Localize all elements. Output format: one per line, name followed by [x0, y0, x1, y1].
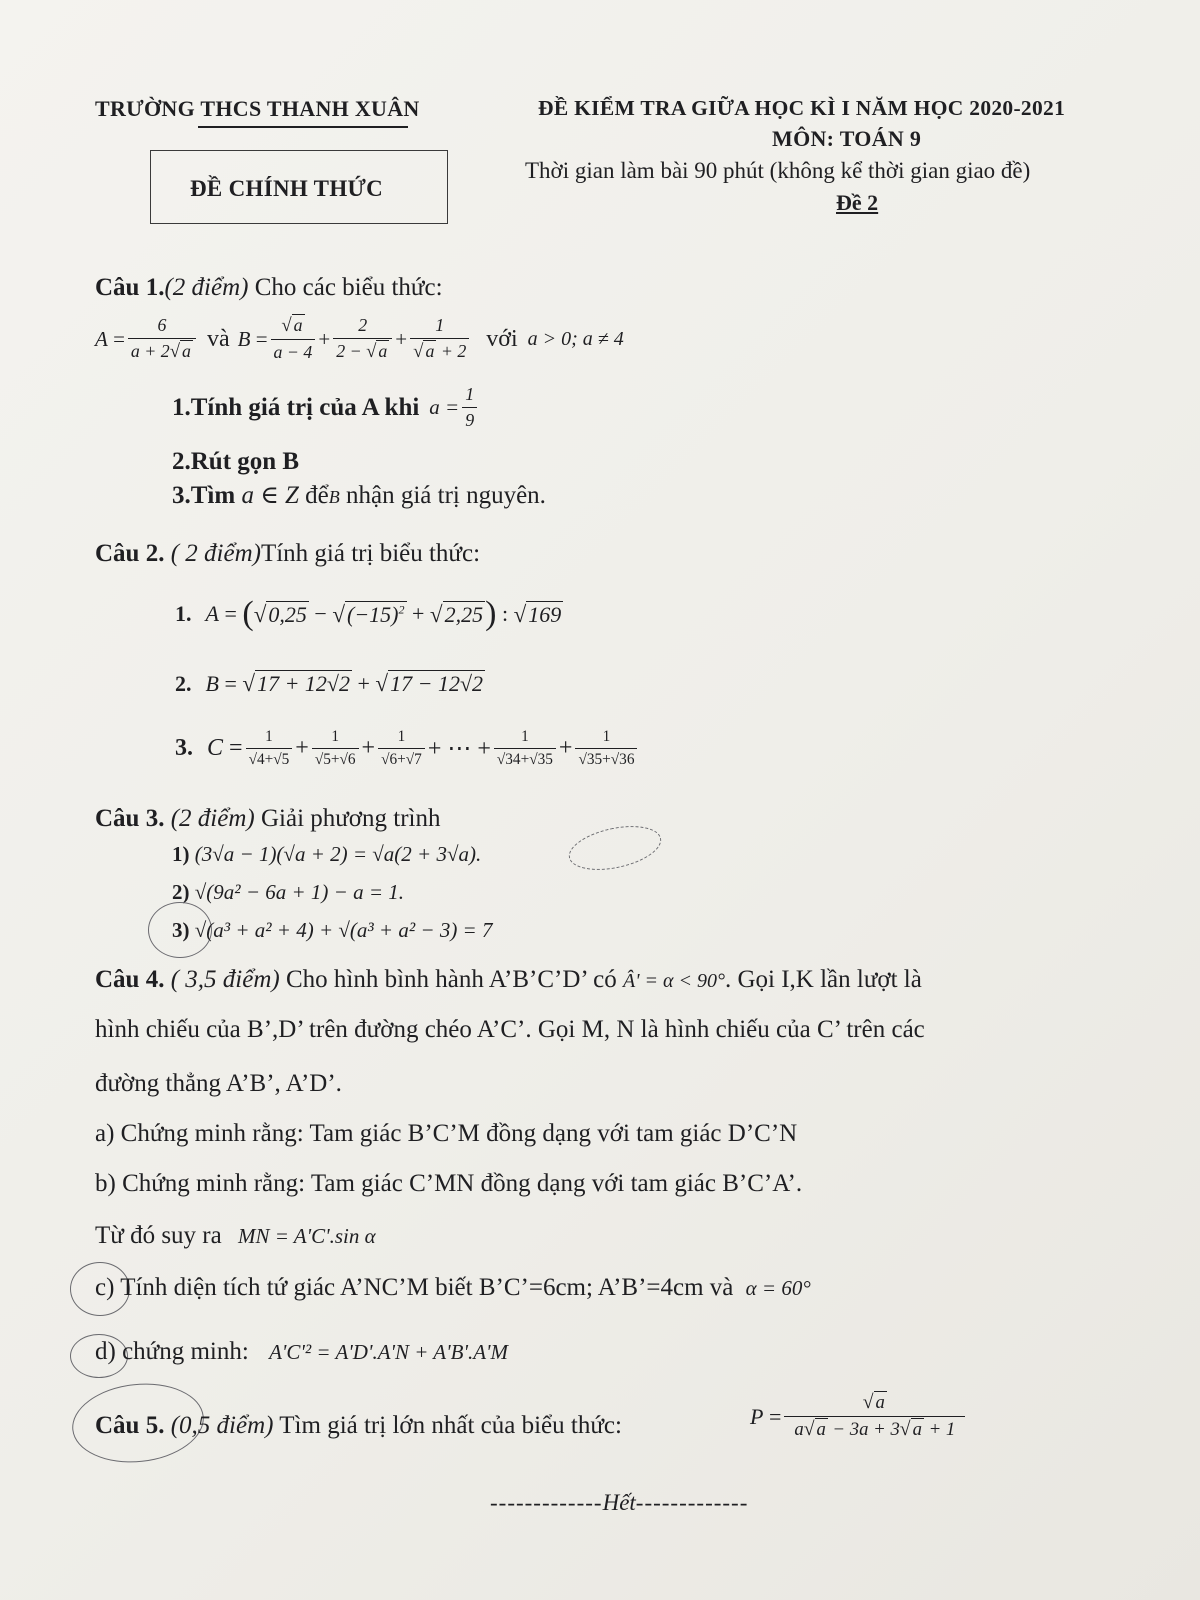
q1-intro: Cho các biểu thức:	[254, 274, 443, 301]
q4-line3: đường thẳng A’B’, A’D’.	[95, 1070, 342, 1097]
q2-heading: Câu 2. ( 2 điểm)Tính giá trị biểu thức:	[95, 540, 481, 567]
q1-part1: 1.Tính giá trị của A khi a = $\frac{1}{9}$	[172, 384, 480, 431]
q1-frac-a: $\frac{6}{a + 2√ a}$	[128, 315, 196, 363]
exam-title: ĐỀ KIỂM TRA GIỮA HỌC KÌ I NĂM HỌC 2020-2021	[538, 96, 1066, 120]
q3-item1: 1) (3√a − 1)(√a + 2) = √a(2 + 3√a).	[172, 842, 482, 866]
school-underline	[198, 126, 408, 128]
q2-item1: 1. A = ( √0,25 − $√(-15)^2$ + √2,25 ) : √169	[175, 595, 562, 632]
q2-item3: 3. C = $\frac{1}{√4+√5}$ + $\frac{1}{√5+√6}$ + $\frac{1}{√6+√7}$ + ⋯ + $\frac{1}{√34+√35}$ + $\frac{1}{√35+√36}$	[175, 728, 640, 769]
official-label: ĐỀ CHÍNH THỨC	[190, 176, 384, 201]
q4-part-a: a) Chứng minh rằng: Tam giác B’C’M đồng dạng với tam giác D’C’N	[95, 1120, 798, 1147]
q1-heading	[95, 274, 443, 302]
q1-expressions: A = $\frac{6}{a + 2√ a}$ và B = $\frac{√ a}{a - 4}$ + $\frac{2}{2 - √ a}$ + $\frac{1}{√ a + 2}$ với a > 0; a ≠ 4	[95, 315, 624, 362]
q3-item2: 2) √(9a² − 6a + 1) − a = 1.	[172, 880, 404, 904]
q3-item3: 3) √(a³ + a² + 4) + √(a³ + a² − 3) = 7	[172, 918, 493, 942]
q4-part-b: b) Chứng minh rằng: Tam giác C’MN đồng dạng với tam giác B’C’A’.	[95, 1170, 803, 1197]
pencil-scribble	[565, 819, 665, 878]
q1-part2: 2.Rút gọn B	[172, 448, 300, 475]
q4-part-b2: Từ đó suy ra MN = A'C'.sin α	[95, 1222, 376, 1249]
q5-expression: P = $\frac{√ a}{a√ a - 3a + 3√ a + 1}$	[750, 1392, 968, 1441]
q1-condition: a > 0; a ≠ 4	[527, 327, 624, 350]
q1-points: (2 điểm)	[164, 274, 249, 301]
q1-connector: và	[206, 325, 230, 352]
exam-version: Đề 2	[836, 190, 879, 215]
q5-heading: Câu 5. (0,5 điểm) Tìm giá trị lớn nhất của biểu thức:	[95, 1412, 622, 1439]
time-note: Thời gian làm bài 90 phút (không kể thời gian giao đề)	[525, 158, 1031, 183]
end-marker: ------------- Hết -------------	[490, 1490, 749, 1515]
q4-part-d: d) chứng minh: A'C'² = A'D'.A'N + A'B'.A'M	[95, 1338, 509, 1365]
q4-line2: hình chiếu của B’,D’ trên đường chéo A’C’. Gọi M, N là hình chiếu của C’ trên các	[95, 1016, 925, 1043]
q4-part-c: c) Tính diện tích tứ giác A’NC’M biết B’C’=6cm; A’B’=4cm và α = 60°	[95, 1274, 811, 1301]
q2-item2: 2. B = √17 + 12√2 + √17 − 12√2	[175, 670, 484, 696]
q4-heading: Câu 4. ( 3,5 điểm) Cho hình bình hành A’B’C’D’ có Â' = α < 90°. Gọi I,K lần lượt là	[95, 966, 922, 993]
q1-part3: 3.Tìm a ∈ Z đểB nhận giá trị nguyên.	[172, 482, 546, 509]
q3-heading: Câu 3. (2 điểm) Giải phương trình	[95, 805, 441, 832]
school-name: TRƯỜNG THCS THANH XUÂN	[95, 96, 420, 121]
subject-label: MÔN: TOÁN 9	[772, 126, 922, 151]
q1-label: Câu 1.	[95, 274, 165, 301]
q1-condition-prefix: với	[486, 325, 518, 352]
